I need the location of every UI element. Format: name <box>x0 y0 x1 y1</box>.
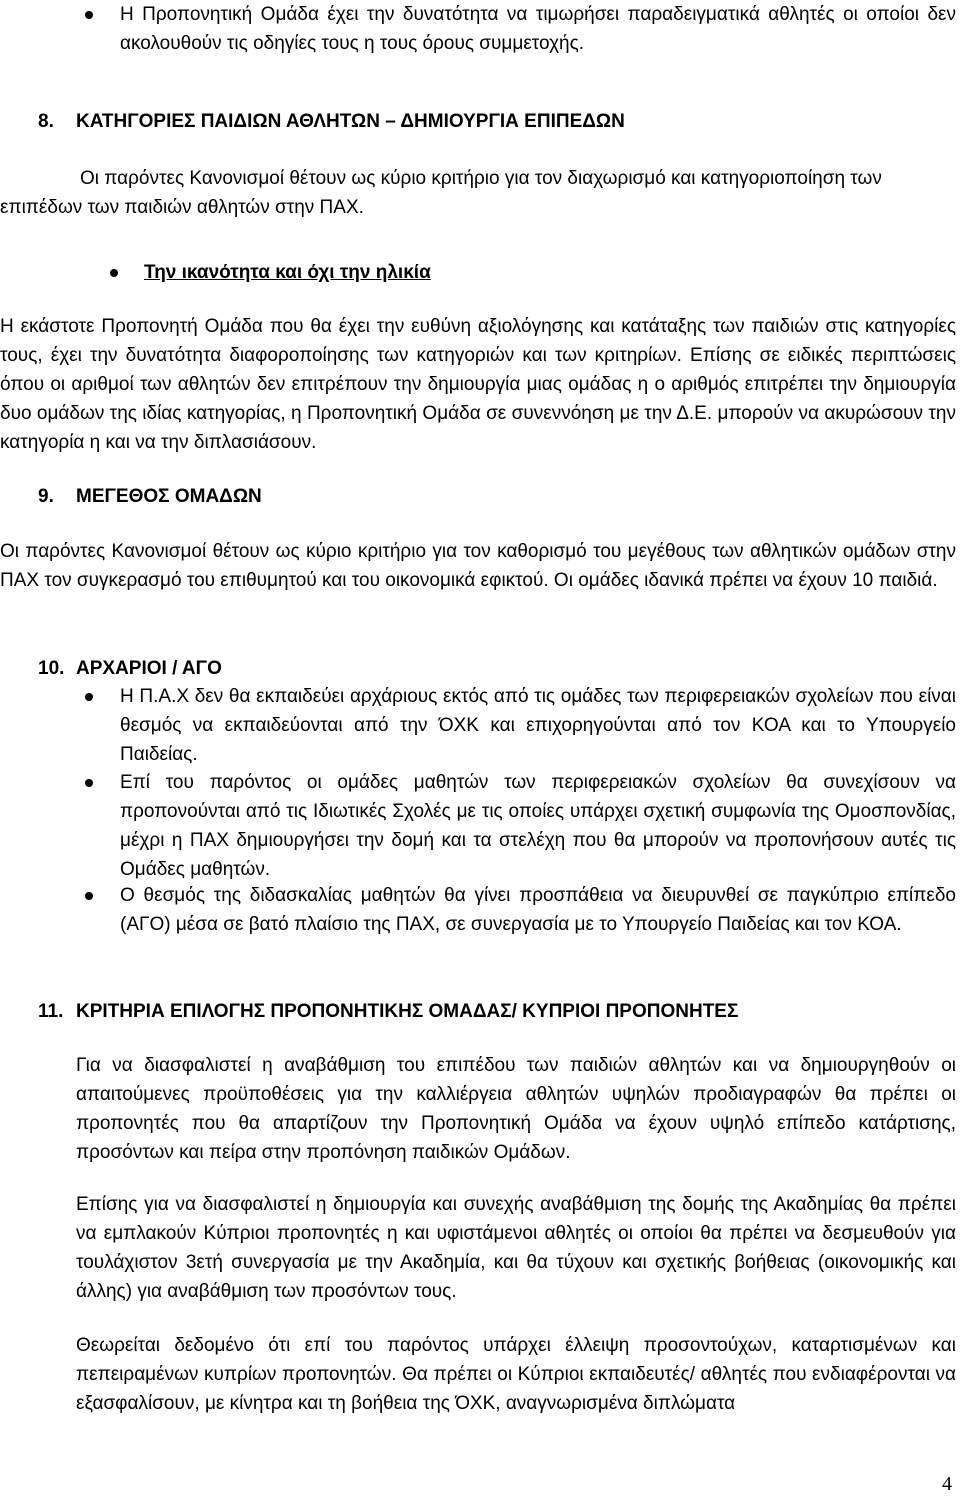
list-item <box>73 0 956 58</box>
section-8-bullet: Την ικανότητα και όχι την ηλικία <box>144 262 431 283</box>
list-item-text: Ο θεσμός της διδασκαλίας μαθητών θα γίνει προσπάθεια να διευρυνθεί σε παγκύπριο επίπεδο (ΑΓΟ) μέσα σε βατό πλαίσιο της ΠΑΧ, σε συνεργασία με το Υπουργείο Παιδείας και τον ΚΟΑ. <box>120 885 956 935</box>
list-item <box>73 881 956 939</box>
bullet-icon <box>110 269 118 277</box>
list-item <box>73 682 956 769</box>
section-title: ΜΕΓΕΘΟΣ ΟΜΑΔΩΝ <box>76 486 262 507</box>
list-item-text: Η Προπονητική Ομάδα έχει την δυνατότητα να τιμωρήσει παραδειγματικά αθλητές οι οποίοι δεν ακολουθούν τις οδηγίες τους η τους όρους συμμετοχής. <box>120 4 956 54</box>
list-item <box>110 258 431 287</box>
bullet-icon <box>85 11 93 19</box>
section-9-body: Οι παρόντες Κανονισμοί θέτουν ως κύριο κριτήριο για τον καθορισμό του μεγέθους των αθλητικών ομάδων στην ΠΑΧ τον συγκερασμό του επιθυμητού και του οικονομικά εφικτού. Οι ομάδες ιδανικά πρέπει να έχουν 10 παιδιά. <box>0 541 956 591</box>
section-10-heading <box>38 654 222 683</box>
section-9-heading <box>38 482 262 511</box>
section-title: ΚΡΙΤΗΡΙΑ ΕΠΙΛΟΓΗΣ ΠΡΟΠΟΝΗΤΙΚΗΣ ΟΜΑΔΑΣ/ ΚΥΠΡΙΟΙ ΠΡΟΠΟΝΗΤΕΣ <box>76 1001 739 1022</box>
bullet-icon <box>85 892 93 900</box>
bullet-icon <box>85 693 93 701</box>
section-number: 11. <box>38 1001 64 1022</box>
list-item-text: Η Π.Α.Χ δεν θα εκπαιδεύει αρχάριους εκτός από τις ομάδες των περιφερειακών σχολείων που είναι θεσμός να εκπαιδεύονται από την ΌΧΚ και επιχορηγούνται από τον ΚΟΑ και το Υπουργείο Παιδείας. <box>120 686 956 765</box>
section-title: ΚΑΤΗΓΟΡΙΕΣ ΠΑΙΔΙΩΝ ΑΘΛΗΤΩΝ – ΔΗΜΙΟΥΡΓΙΑ ΕΠΙΠΕΔΩΝ <box>76 111 625 132</box>
section-11-paragraph: Θεωρείται δεδομένο ότι επί του παρόντος υπάρχει έλλειψη προσοντούχων, καταρτισμένων και πεπειραμένων κυπρίων προπονητών. Θα πρέπει οι Κύπριοι εκπαιδευτές/ αθλητές που ενδιαφέρονται να εξασφαλίσουν, με κίνητρα και τη βοήθεια της ΌΧΚ, αναγνωρισμένα διπλώματα <box>76 1335 956 1414</box>
section-8-body: Η εκάστοτε Προπονητή Ομάδα που θα έχει την ευθύνη αξιολόγησης και κατάταξης των παιδιών στις κατηγορίες τους, έχει την δυνατότητα διαφοροποίησης των κατηγοριών και των κριτηρίων. Επίσης σε ειδικές περιπτώσεις όπου οι αριθμοί των αθλητών δεν επιτρέπουν την δημιουργία μιας ομάδας η ο αριθμός επιτρέπει την δημιουργία δυο ομάδων της ιδίας κατηγορίας, η Προπονητική Ομάδα σε συνεννόηση με την Δ.Ε. μπορούν να ακυρώσουν την κατηγορία η και να την διπλασιάσουν. <box>0 316 956 453</box>
section-8-heading <box>38 107 625 136</box>
section-number: 8. <box>38 111 54 132</box>
bullet-icon <box>85 779 93 787</box>
list-item <box>73 768 956 884</box>
section-11-paragraph: Για να διασφαλιστεί η αναβάθμιση του επιπέδου των παιδιών αθλητών και να δημιουργηθούν οι απαιτούμενες προϋποθέσεις για την καλλιέργεια αθλητών υψηλών προδιαγραφών θα πρέπει οι προπονητές που θα απαρτίζουν την Προπονητική Ομάδα να έχουν υψηλό επίπεδο κατάρτισης, προσόντων και πείρα στην προπόνηση παιδικών Ομάδων. <box>76 1055 956 1163</box>
section-number: 9. <box>38 486 54 507</box>
page-number: 4 <box>942 1473 952 1495</box>
section-11-heading <box>38 997 738 1026</box>
section-8-intro: Οι παρόντες Κανονισμοί θέτουν ως κύριο κριτήριο για τον διαχωρισμό και κατηγοριοποίηση των επιπέδων των παιδιών αθλητών στην ΠΑΧ. <box>0 168 882 218</box>
section-title: ΑΡΧΑΡΙΟΙ / ΑΓΟ <box>76 658 222 679</box>
list-item-text: Επί του παρόντος οι ομάδες μαθητών των περιφερειακών σχολείων θα συνεχίσουν να προπονούνται από τις Ιδιωτικές Σχολές με τις οποίες υπάρχει σχετική συμφωνία της Ομοσπονδίας, μέχρι η ΠΑΧ δημιουργήσει την δομή και τα στελέχη που θα μπορούν να προπονήσουν αυτές τις Ομάδες μαθητών. <box>120 772 956 880</box>
section-11-paragraph: Επίσης για να διασφαλιστεί η δημιουργία και συνεχής αναβάθμιση της δομής της Ακαδημίας θα πρέπει να εμπλακούν Κύπριοι προπονητές η και υφιστάμενοι αθλητές οι οποίοι θα πρέπει να δεσμευθούν για τουλάχιστον 3ετή συνεργασία με την Ακαδημία, και θα τύχουν και σχετικής βοήθειας (οικονομικής και άλλης) για αναβάθμιση των προσόντων τους. <box>76 1194 956 1302</box>
section-number: 10. <box>38 658 65 679</box>
